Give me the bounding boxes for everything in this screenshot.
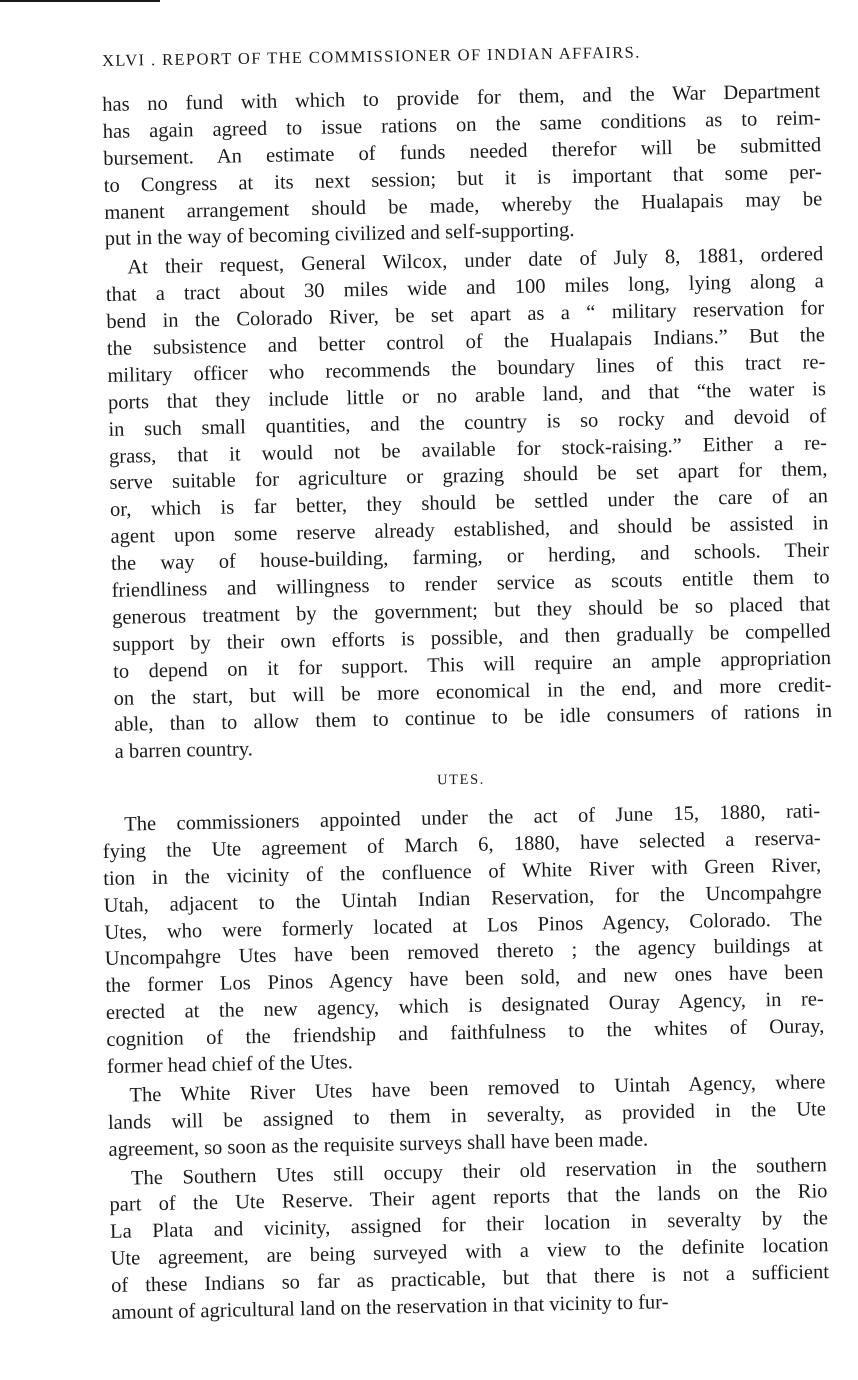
document-page <box>101 42 833 1329</box>
text-line: that a tract about 30 miles wide and 100 miles long, lying along a <box>105 270 824 307</box>
body-text-utes <box>102 798 830 1327</box>
text-line: erected at the new agency, which is designated Ouray Agency, in re- <box>105 988 824 1025</box>
text-line: La Plata and vicinity, assigned for their location in severalty by the <box>109 1207 829 1244</box>
text-line: cognition of the friendship and faithfulness to the whites of Ouray, <box>106 1015 825 1052</box>
text-line: agreement, so soon as the requisite surveys shall have been made. <box>108 1128 649 1161</box>
paragraph <box>109 1152 830 1327</box>
text-line: Utah, adjacent to the Uintah Indian Reservation, for the Uncompahgre <box>103 881 822 917</box>
text-line: to depend on it for support. This will require an ample appropriation <box>112 646 832 683</box>
text-line: generous treatment by the government; but they should be so placed that <box>111 593 831 629</box>
section-heading-utes: UTES. <box>436 772 486 789</box>
text-line: At their request, General Wilcox, under date of July 8, 1881, ordered <box>127 243 824 279</box>
text-line: in such small quantities, and the country is so rocky and devoid of <box>108 404 827 441</box>
paragraph <box>107 1069 826 1163</box>
text-line: has again agreed to issue rations on the same conditions as to reim- <box>102 107 821 143</box>
text-line: or, which is far better, they should be settled under the care of an <box>109 485 829 522</box>
text-line: a barren country. <box>114 738 253 764</box>
text-line: The Southern Utes still occupy their old reservation in the southern <box>130 1153 828 1190</box>
text-line: the way of house-building, farming, or herding, and schools. Their <box>110 539 830 576</box>
text-line: support by their own efforts is possible, and then gradually be compelled <box>112 619 831 656</box>
paragraph <box>105 242 833 767</box>
text-line: able, than to allow them to continue to be idle consumers of rations in <box>113 700 833 737</box>
text-line: grass, that it would not be available for stock-raising.” Either a re- <box>108 431 828 468</box>
text-line: of these Indians so far as practicable, but that there is not a sufficient <box>110 1261 830 1298</box>
text-line: ports that they include little or no arable land, and that “the water is <box>107 377 827 414</box>
text-line: on the start, but will be more economical in the end, and more credit- <box>113 673 832 710</box>
text-line: amount of agricultural land on the reservation in that vicinity to fur- <box>111 1291 669 1325</box>
text-line: bend in the Colorado River, be set apart as a “ military reservation for <box>106 297 825 334</box>
text-line: bursement. An estimate of funds needed therefor will be submitted <box>103 133 822 170</box>
text-line: Utes, who were formerly located at Los Pinos Agency, Colorado. The <box>104 908 823 944</box>
text-line: serve suitable for agriculture or grazing should be set apart for them, <box>109 458 828 495</box>
text-line: former head chief of the Utes. <box>106 1051 353 1079</box>
text-line: fying the Ute agreement of March 6, 1880, have selected a reserva- <box>102 827 821 864</box>
text-line: put in the way of becoming civilized and self-supporting. <box>104 219 575 251</box>
text-line: agent upon some reserve already established, and should be assisted in <box>110 512 829 549</box>
text-line: Ute agreement, are being surveyed with a view to the definite location <box>110 1234 829 1271</box>
scan-corner-rule <box>0 0 160 2</box>
paragraph <box>102 78 823 253</box>
text-line: manent arrangement should be made, whereby the Hualapais may be <box>104 187 823 224</box>
text-line: military officer who recommends the boundary lines of this tract re- <box>107 351 826 387</box>
text-line: part of the Ute Reserve. Their agent reports that the lands on the Rio <box>109 1180 828 1217</box>
text-line: The White River Utes have been removed to Uintah Agency, where <box>129 1071 826 1107</box>
text-line: the subsistence and better control of the Hualapais Indians.” But the <box>106 324 826 360</box>
text-line: lands will be assigned to them in severalty, as provided in the Ute <box>107 1098 827 1135</box>
text-line: The commissioners appointed under the act of June 15, 1880, rati- <box>124 800 821 836</box>
text-line: tion in the vicinity of the confluence of White River with Green River, <box>103 854 822 891</box>
text-line: has no fund with which to provide for them, and the War Department <box>102 80 821 116</box>
running-head: XLVI . REPORT OF THE COMMISSIONER OF INDIAN AFFAIRS. <box>101 42 641 70</box>
text-line: to Congress at its next session; but it is important that some per- <box>103 160 822 197</box>
paragraph <box>102 798 825 1081</box>
text-line: the former Los Pinos Agency have been sold, and new ones have been <box>105 961 824 998</box>
text-line: friendliness and willingness to render service as scouts entitle them to <box>111 566 830 602</box>
text-line: Uncompahgre Utes have been removed thereto ; the agency buildings at <box>104 934 823 971</box>
body-text-top <box>102 78 833 766</box>
